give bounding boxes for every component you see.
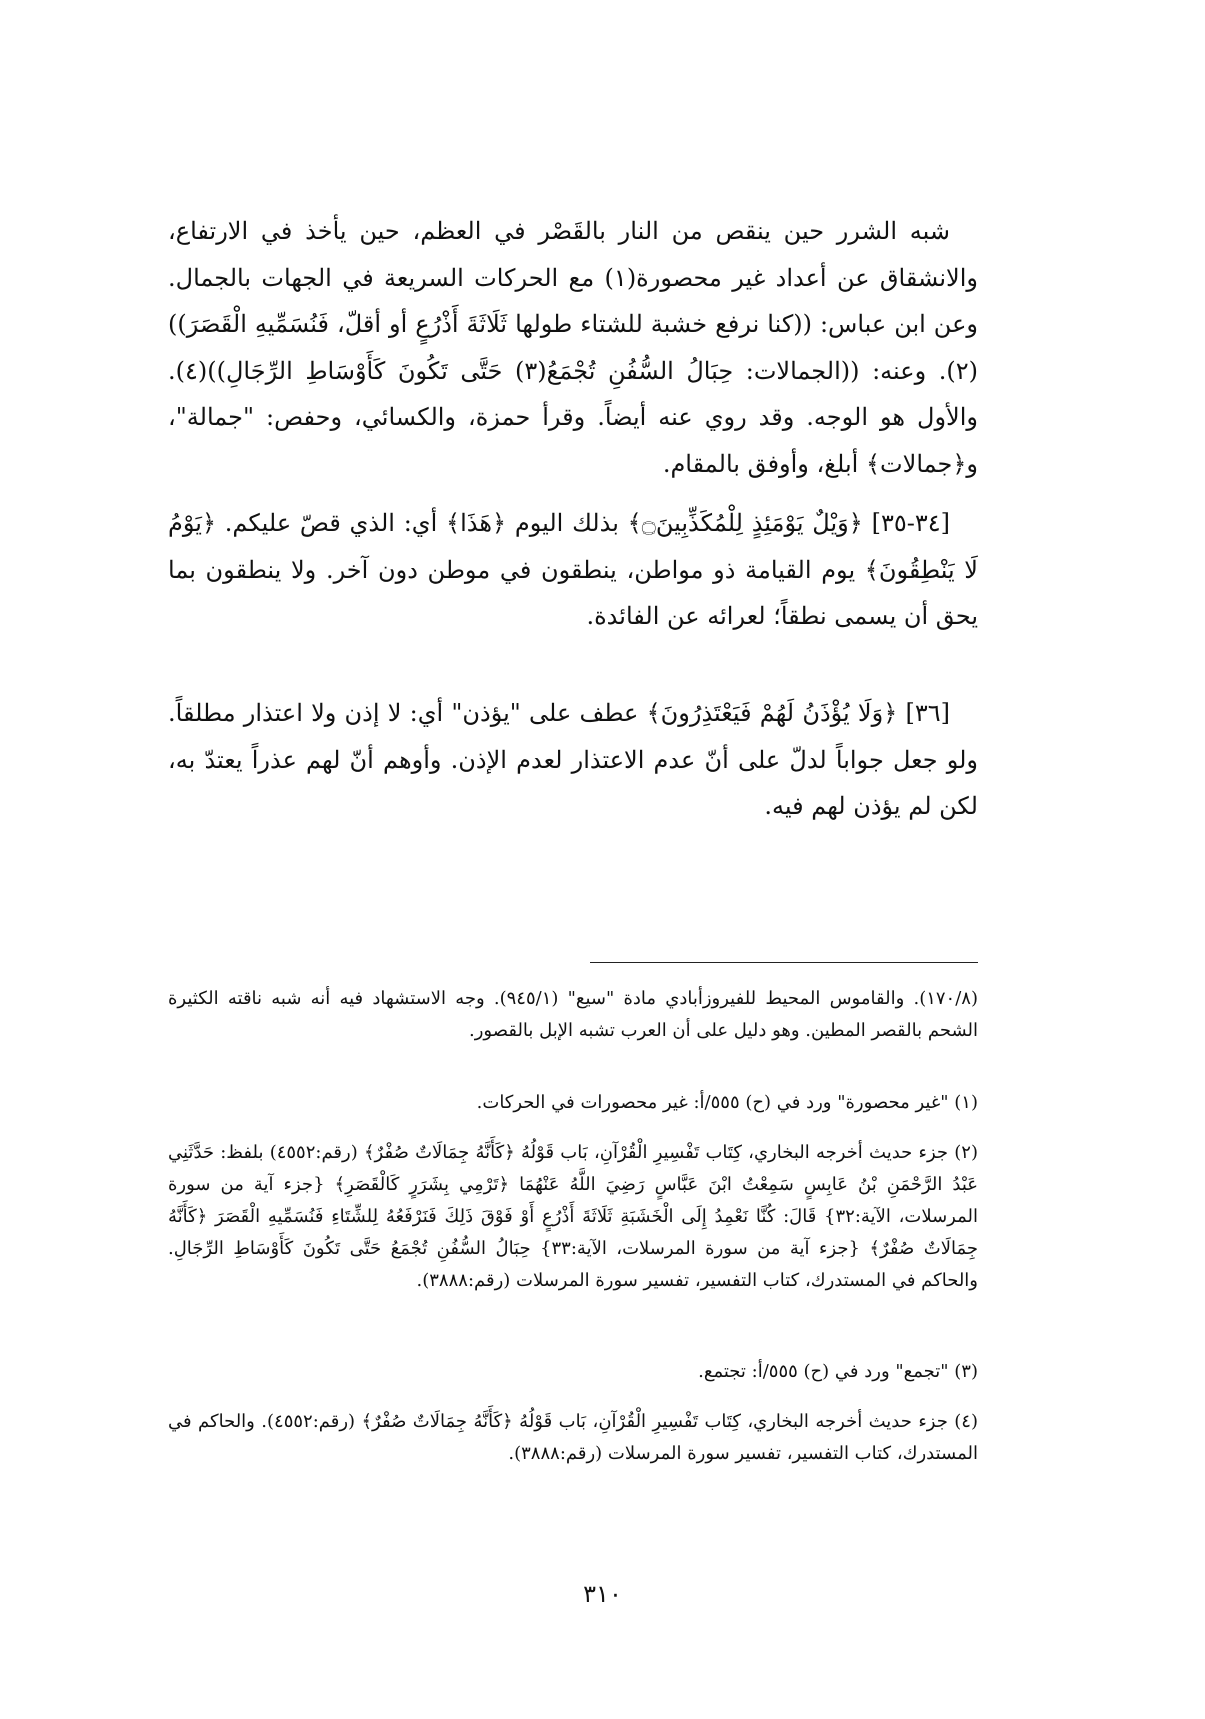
footnote-1: (١) "غير محصورة" ورد في (ح) ٥٥٥/أ: غير محصورات في الحركات. (476, 1092, 978, 1113)
footnote-divider (590, 962, 978, 963)
footnote-3: (٣) "تجمع" ورد في (ح) ٥٥٥/أ: تجتمع. (698, 1361, 978, 1382)
body-paragraph-intro: شبه الشرر حين ينقص من النار بالقَصْر في العظم، حين يأخذ في الارتفاع، والانشقاق عن أعداد غير محصورة(١) مع الحركات السريعة في الجهات بالجمال. وعن ابن عباس: ((كنا نرفع خشبة للشتاء طولها ثَلَاثَةَ أَذْرُعٍ أو أقلّ، فَنُسَمِّيهِ الْقَصَرَ))(٢). وعنه: ((الجمالات: حِبَالُ السُّفُنِ تُجْمَعُ(٣) حَتَّى تَكُونَ كَأَوْسَاطِ الرِّجَالِ))(٤). والأول هو الوجه. وقد روي عنه أيضاً. وقرأ حمزة، والكسائي، وحفص: "جمالة"، و﴿جمالات﴾ أبلغ، وأوفق بالمقام. (168, 217, 979, 478)
body-paragraph-verse-34-35: [٣٤-٣٥] ﴿وَيْلٌ يَوْمَئِذٍ لِلْمُكَذِّبِينَ۝﴾ بذلك اليوم ﴿هَذَا﴾ أي: الذي قصّ عليكم. ﴿يَوْمُ لَا يَنْطِقُونَ﴾ يوم القيامة ذو مواطن، ينطقون في موطن دون آخر. ولا ينطقون بما يحق أن يسمى نطقاً؛ لعرائه عن الفائدة. (168, 509, 978, 630)
footnote-2: (٢) جزء حديث أخرجه البخاري، كِتَاب تَفْسِيرِ الْقُرْآنِ، بَاب قَوْلُهُ ﴿كَأَنَّهُ جِمَالَاتٌ صُفْرٌ﴾ (رقم:٤٥٥٢) بلفظ: حَدَّثَنِي عَبْدُ الرَّحْمَنِ بْنُ عَابِسٍ سَمِعْتُ ابْنَ عَبَّاسٍ رَضِيَ اللَّهُ عَنْهُمَا ﴿تَرْمِي بِشَرَرٍ كَالْقَصَرِ﴾ {جزء آية من سورة المرسلات، الآية:٣٢} قَالَ: كُنَّا نَعْمِدُ إِلَى الْخَشَبَةِ ثَلَاثَةَ أَذْرُعٍ أَوْ فَوْقَ ذَلِكَ فَنَرْفَعُهُ لِلشِّتَاءِ فَنُسَمِّيهِ الْقَصَرَ ﴿كَأَنَّهُ جِمَالَاتٌ صُفْرٌ﴾ {جزء آية من سورة المرسلات، الآية:٣٣} حِبَالُ السُّفُنِ تُجْمَعُ حَتَّى تَكُونَ كَأَوْسَاطِ الرِّجَالِ. والحاكم في المستدرك، كتاب التفسير، تفسير سورة المرسلات (رقم:٣٨٨٨). (168, 1142, 978, 1291)
footnote-4: (٤) جزء حديث أخرجه البخاري، كِتَاب تَفْسِيرِ الْقُرْآنِ، بَاب قَوْلُهُ ﴿كَأَنَّهُ جِمَالَاتٌ صُفْرٌ﴾ (رقم:٤٥٥٢). والحاكم في المستدرك، كتاب التفسير، تفسير سورة المرسلات (رقم:٣٨٨٨). (168, 1411, 978, 1464)
body-paragraph-verse-36: [٣٦] ﴿وَلَا يُؤْذَنُ لَهُمْ فَيَعْتَذِرُونَ﴾ عطف على "يؤذن" أي: لا إذن ولا اعتذار مطلقاً. ولو جعل جواباً لدلّ على أنّ عدم الاعتذار لعدم الإذن. وأوهم أنّ لهم عذراً يعتدّ به، لكن لم يؤذن لهم فيه. (168, 699, 978, 820)
page-number: ٣١٠ (583, 1580, 622, 1608)
footnote-continuation: (١٧٠/٨). والقاموس المحيط للفيروزأبادي مادة "سيع" (٩٤٥/١). وجه الاستشهاد فيه أنه شبه ناقته الكثيرة الشحم بالقصر المطين. وهو دليل على أن العرب تشبه الإبل بالقصور. (168, 988, 978, 1041)
